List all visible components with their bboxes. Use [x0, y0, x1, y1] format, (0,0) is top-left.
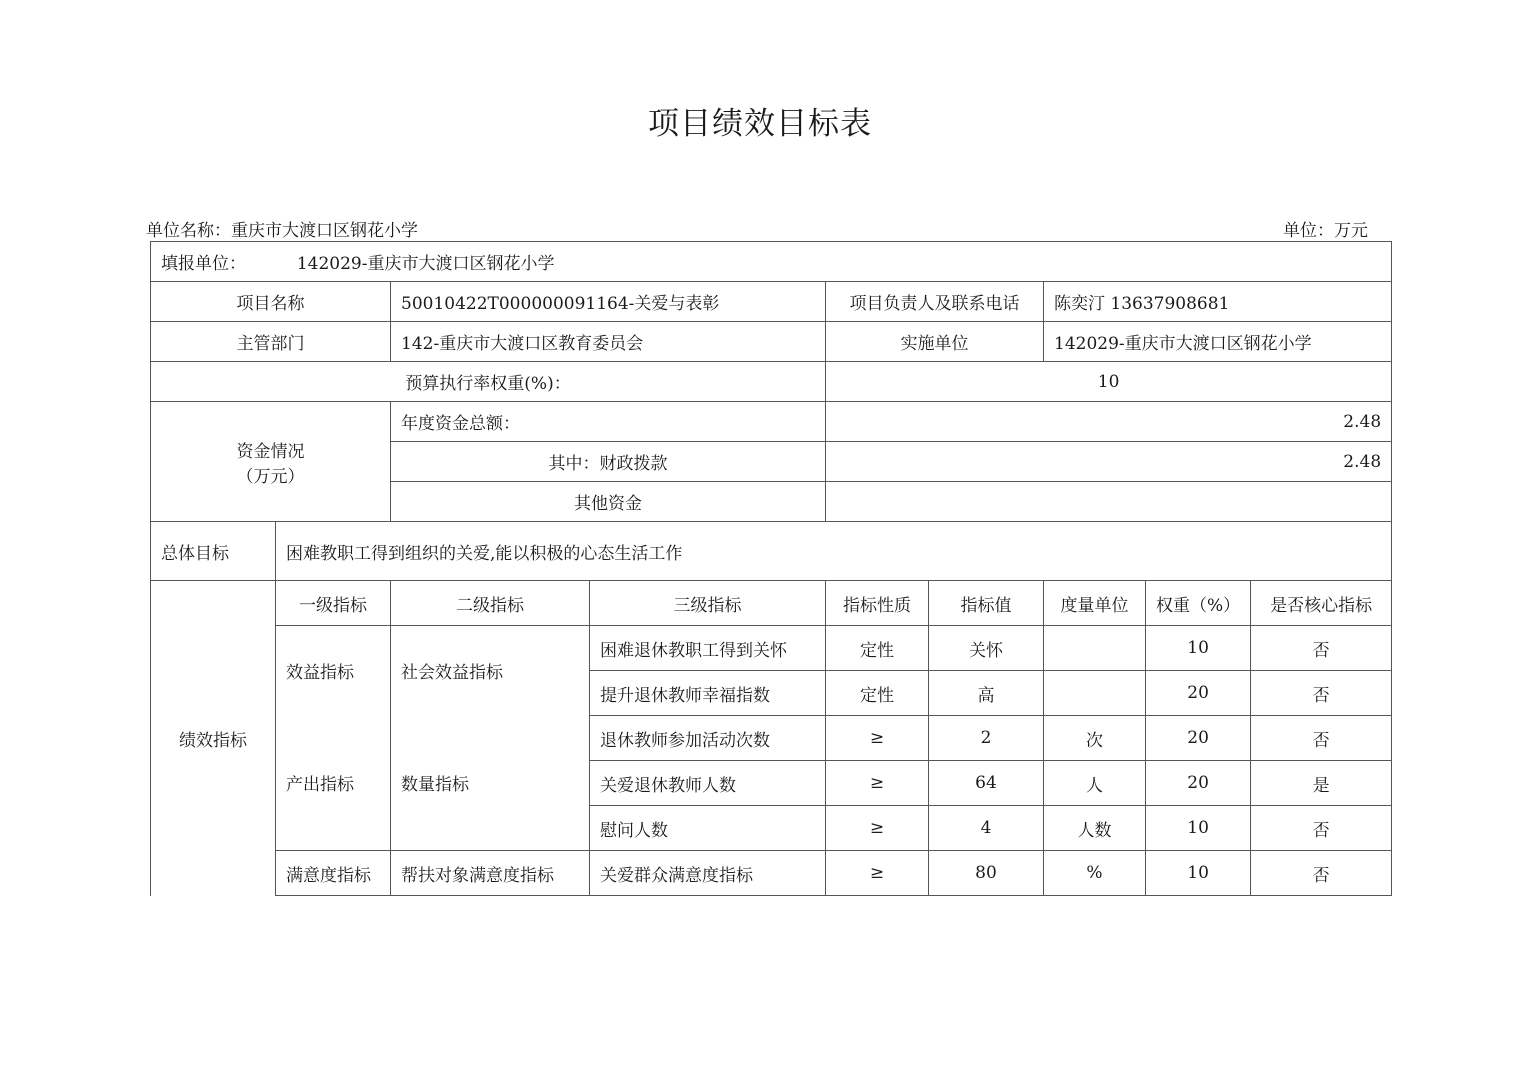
header-value: 指标值: [929, 581, 1044, 626]
table-row: [151, 851, 1392, 896]
core-cell: 否: [1251, 716, 1392, 761]
core-cell: 是: [1251, 761, 1392, 806]
weight-cell: 10: [1146, 626, 1251, 671]
core-cell: 否: [1251, 806, 1392, 851]
unit-cell: [1044, 671, 1146, 716]
level3-cell: 关爱退休教师人数: [590, 761, 826, 806]
value-cell: 80: [929, 851, 1044, 896]
performance-table: [150, 241, 1392, 896]
overall-goal-label: 总体目标: [151, 522, 276, 581]
header-level2: 二级指标: [391, 581, 590, 626]
unit-cell: [1044, 626, 1146, 671]
weight-cell: 20: [1146, 671, 1251, 716]
header-unit: 度量单位: [1044, 581, 1146, 626]
header-level3: 三级指标: [590, 581, 826, 626]
department-value: 142-重庆市大渡口区教育委员会: [391, 322, 826, 362]
level3-cell: 退休教师参加活动次数: [590, 716, 826, 761]
level2-social: 社会效益指标: [391, 626, 590, 716]
overall-goal-value: 困难教职工得到组织的关爱,能以积极的心态生活工作: [276, 522, 1392, 581]
funds-label-line1: 资金情况: [236, 441, 305, 462]
implementing-unit-label: 实施单位: [826, 322, 1044, 362]
funds-fiscal-label: 其中：财政拨款: [391, 442, 826, 482]
unit-cell: 人: [1044, 761, 1146, 806]
header-core: 是否核心指标: [1251, 581, 1392, 626]
nature-cell: ≥: [826, 716, 929, 761]
weight-cell: 20: [1146, 716, 1251, 761]
budget-weight-value: 10: [826, 362, 1392, 402]
level1-satisfaction: 满意度指标: [276, 851, 391, 896]
project-leader-label: 项目负责人及联系电话: [826, 282, 1044, 322]
header-level1: 一级指标: [276, 581, 391, 626]
nature-cell: ≥: [826, 851, 929, 896]
nature-cell: ≥: [826, 761, 929, 806]
project-name-value: 50010422T000000091164-关爱与表彰: [391, 282, 826, 322]
value-cell: 2: [929, 716, 1044, 761]
value-cell: 关怀: [929, 626, 1044, 671]
nature-cell: ≥: [826, 806, 929, 851]
level3-cell: 慰问人数: [590, 806, 826, 851]
filing-unit-value: 142029-重庆市大渡口区钢花小学: [296, 254, 555, 274]
unit-cell: 人数: [1044, 806, 1146, 851]
table-row: [151, 626, 1392, 671]
implementing-unit-value: 142029-重庆市大渡口区钢花小学: [1044, 322, 1392, 362]
value-cell: 高: [929, 671, 1044, 716]
level2-beneficiary-satisfaction: 帮扶对象满意度指标: [391, 851, 590, 896]
level1-output: 产出指标: [276, 716, 391, 851]
table-row: [151, 716, 1392, 761]
core-cell: 否: [1251, 626, 1392, 671]
level1-benefit: 效益指标: [276, 626, 391, 716]
filing-unit-cell: [151, 242, 1392, 282]
weight-cell: 20: [1146, 761, 1251, 806]
funds-label: [151, 402, 391, 522]
funds-other-value: [826, 482, 1392, 522]
department-label: 主管部门: [151, 322, 391, 362]
weight-cell: 10: [1146, 806, 1251, 851]
core-cell: 否: [1251, 851, 1392, 896]
project-name-label: 项目名称: [151, 282, 391, 322]
header-nature: 指标性质: [826, 581, 929, 626]
value-cell: 64: [929, 761, 1044, 806]
weight-cell: 10: [1146, 851, 1251, 896]
level2-quantity: 数量指标: [391, 716, 590, 851]
currency-unit: 单位：万元: [1283, 221, 1368, 241]
unit-cell: %: [1044, 851, 1146, 896]
nature-cell: 定性: [826, 671, 929, 716]
unit-name: 单位名称：重庆市大渡口区钢花小学: [146, 221, 418, 241]
header-weight: 权重（%）: [1146, 581, 1251, 626]
funds-other-label: 其他资金: [391, 482, 826, 522]
funds-fiscal-value: 2.48: [826, 442, 1392, 482]
unit-cell: 次: [1044, 716, 1146, 761]
project-leader-value: 陈奕汀 13637908681: [1044, 282, 1392, 322]
nature-cell: 定性: [826, 626, 929, 671]
level3-cell: 困难退休教职工得到关怀: [590, 626, 826, 671]
level3-cell: 提升退休教师幸福指数: [590, 671, 826, 716]
core-cell: 否: [1251, 671, 1392, 716]
filing-unit-label: 填报单位：: [161, 254, 246, 274]
value-cell: 4: [929, 806, 1044, 851]
funds-total-value: 2.48: [826, 402, 1392, 442]
funds-total-label: 年度资金总额：: [391, 402, 826, 442]
budget-weight-label: 预算执行率权重(%)：: [151, 362, 826, 402]
page-title: 项目绩效目标表: [648, 106, 872, 142]
level3-cell: 关爱群众满意度指标: [590, 851, 826, 896]
indicators-section-label: 绩效指标: [151, 581, 276, 896]
funds-label-line2: （万元）: [236, 466, 305, 487]
